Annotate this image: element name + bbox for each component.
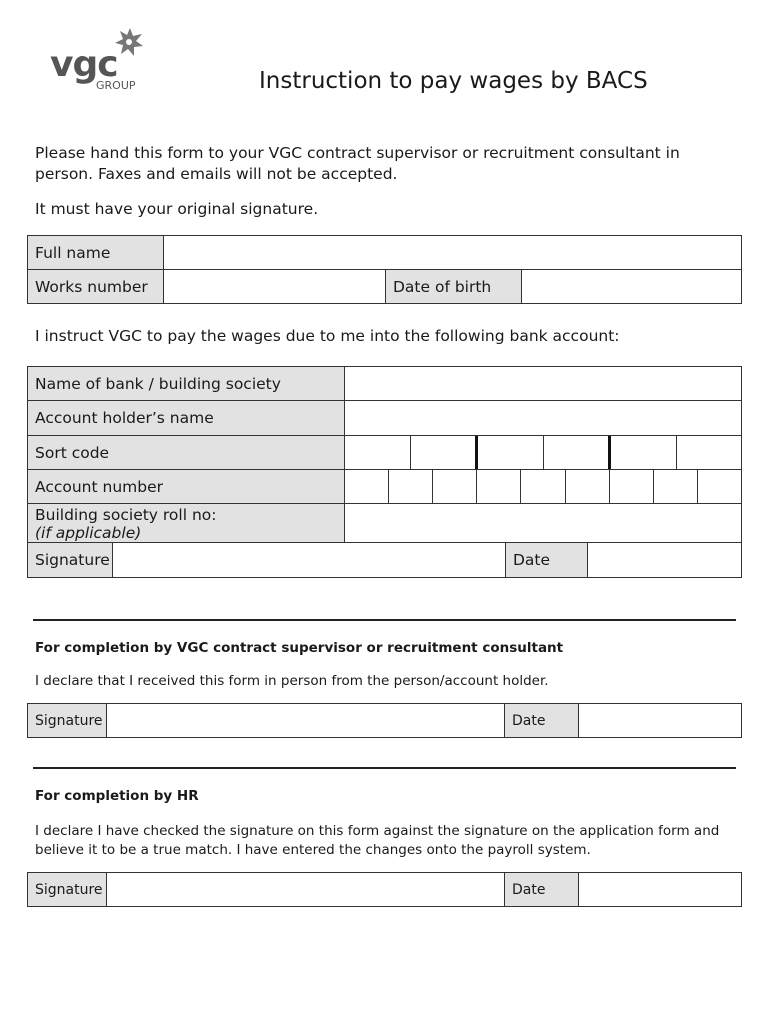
- supervisor-heading: For completion by VGC contract supervisor or recruitment consultant: [35, 640, 564, 656]
- account-number-field[interactable]: [345, 470, 742, 504]
- supervisor-signature-label: Signature: [28, 704, 107, 738]
- applicant-signature-table: [27, 542, 742, 578]
- sort-code-digit[interactable]: [611, 436, 677, 469]
- supervisor-date-field[interactable]: [579, 704, 742, 738]
- bank-name-field[interactable]: [345, 367, 742, 401]
- supervisor-signature-field[interactable]: [107, 704, 505, 738]
- hr-date-label: Date: [505, 873, 579, 907]
- signature-note: It must have your original signature.: [35, 200, 319, 218]
- logo-wordmark: vgc: [50, 44, 118, 85]
- hr-signature-table: [27, 872, 742, 907]
- sort-code-field[interactable]: [345, 436, 742, 470]
- account-number-digit[interactable]: [610, 470, 654, 503]
- bank-name-label: Name of bank / building society: [28, 367, 345, 401]
- sort-code-digit[interactable]: [411, 436, 479, 469]
- account-number-digit[interactable]: [433, 470, 477, 503]
- personal-details-table: [27, 235, 742, 304]
- roll-number-label: [28, 504, 345, 544]
- hr-date-field[interactable]: [579, 873, 742, 907]
- sort-code-label: Sort code: [28, 436, 345, 470]
- account-number-digit[interactable]: [477, 470, 521, 503]
- sort-code-digit[interactable]: [478, 436, 544, 469]
- account-number-digit[interactable]: [566, 470, 610, 503]
- full-name-field[interactable]: [164, 236, 742, 270]
- page-title: Instruction to pay wages by BACS: [259, 68, 648, 94]
- works-number-label: Works number: [28, 270, 164, 304]
- full-name-label: Full name: [28, 236, 164, 270]
- applicant-date-field[interactable]: [588, 543, 742, 578]
- vgc-group-logo: [48, 26, 158, 96]
- date-of-birth-field[interactable]: [522, 270, 742, 304]
- section-divider: [33, 619, 736, 621]
- applicant-date-label: Date: [506, 543, 588, 578]
- sort-code-digit[interactable]: [677, 436, 742, 469]
- account-number-digit[interactable]: [654, 470, 698, 503]
- roll-number-field[interactable]: [345, 504, 742, 544]
- section-divider: [33, 767, 736, 769]
- bank-details-table: [27, 366, 742, 544]
- date-of-birth-label: Date of birth: [386, 270, 522, 304]
- hr-signature-label: Signature: [28, 873, 107, 907]
- account-number-digit[interactable]: [521, 470, 565, 503]
- hr-heading: For completion by HR: [35, 788, 199, 804]
- applicant-signature-field[interactable]: [113, 543, 506, 578]
- account-number-digit[interactable]: [389, 470, 433, 503]
- hr-declaration: I declare I have checked the signature on this form against the signature on the application form and believe it to be a true match. I have entered the changes onto the payroll system.: [35, 823, 720, 858]
- account-holder-field[interactable]: [345, 401, 742, 436]
- intro-text: Please hand this form to your VGC contract supervisor or recruitment consultant in person. Faxes and emails will not be accepted.: [35, 144, 680, 183]
- sort-code-digit[interactable]: [345, 436, 411, 469]
- applicant-signature-label: Signature: [28, 543, 113, 578]
- hr-signature-field[interactable]: [107, 873, 505, 907]
- supervisor-date-label: Date: [505, 704, 579, 738]
- account-number-label: Account number: [28, 470, 345, 504]
- instruct-text: I instruct VGC to pay the wages due to me into the following bank account:: [35, 327, 620, 345]
- account-number-digit[interactable]: [698, 470, 741, 503]
- logo-group-text: GROUP: [96, 79, 136, 92]
- supervisor-declaration: I declare that I received this form in person from the person/account holder.: [35, 673, 549, 689]
- supervisor-signature-table: [27, 703, 742, 738]
- roll-number-label-text: Building society roll no:: [35, 505, 217, 524]
- roll-number-note: (if applicable): [35, 523, 142, 542]
- works-number-field[interactable]: [164, 270, 386, 304]
- sort-code-digit[interactable]: [544, 436, 612, 469]
- account-holder-label: Account holder’s name: [28, 401, 345, 436]
- account-number-digit[interactable]: [345, 470, 389, 503]
